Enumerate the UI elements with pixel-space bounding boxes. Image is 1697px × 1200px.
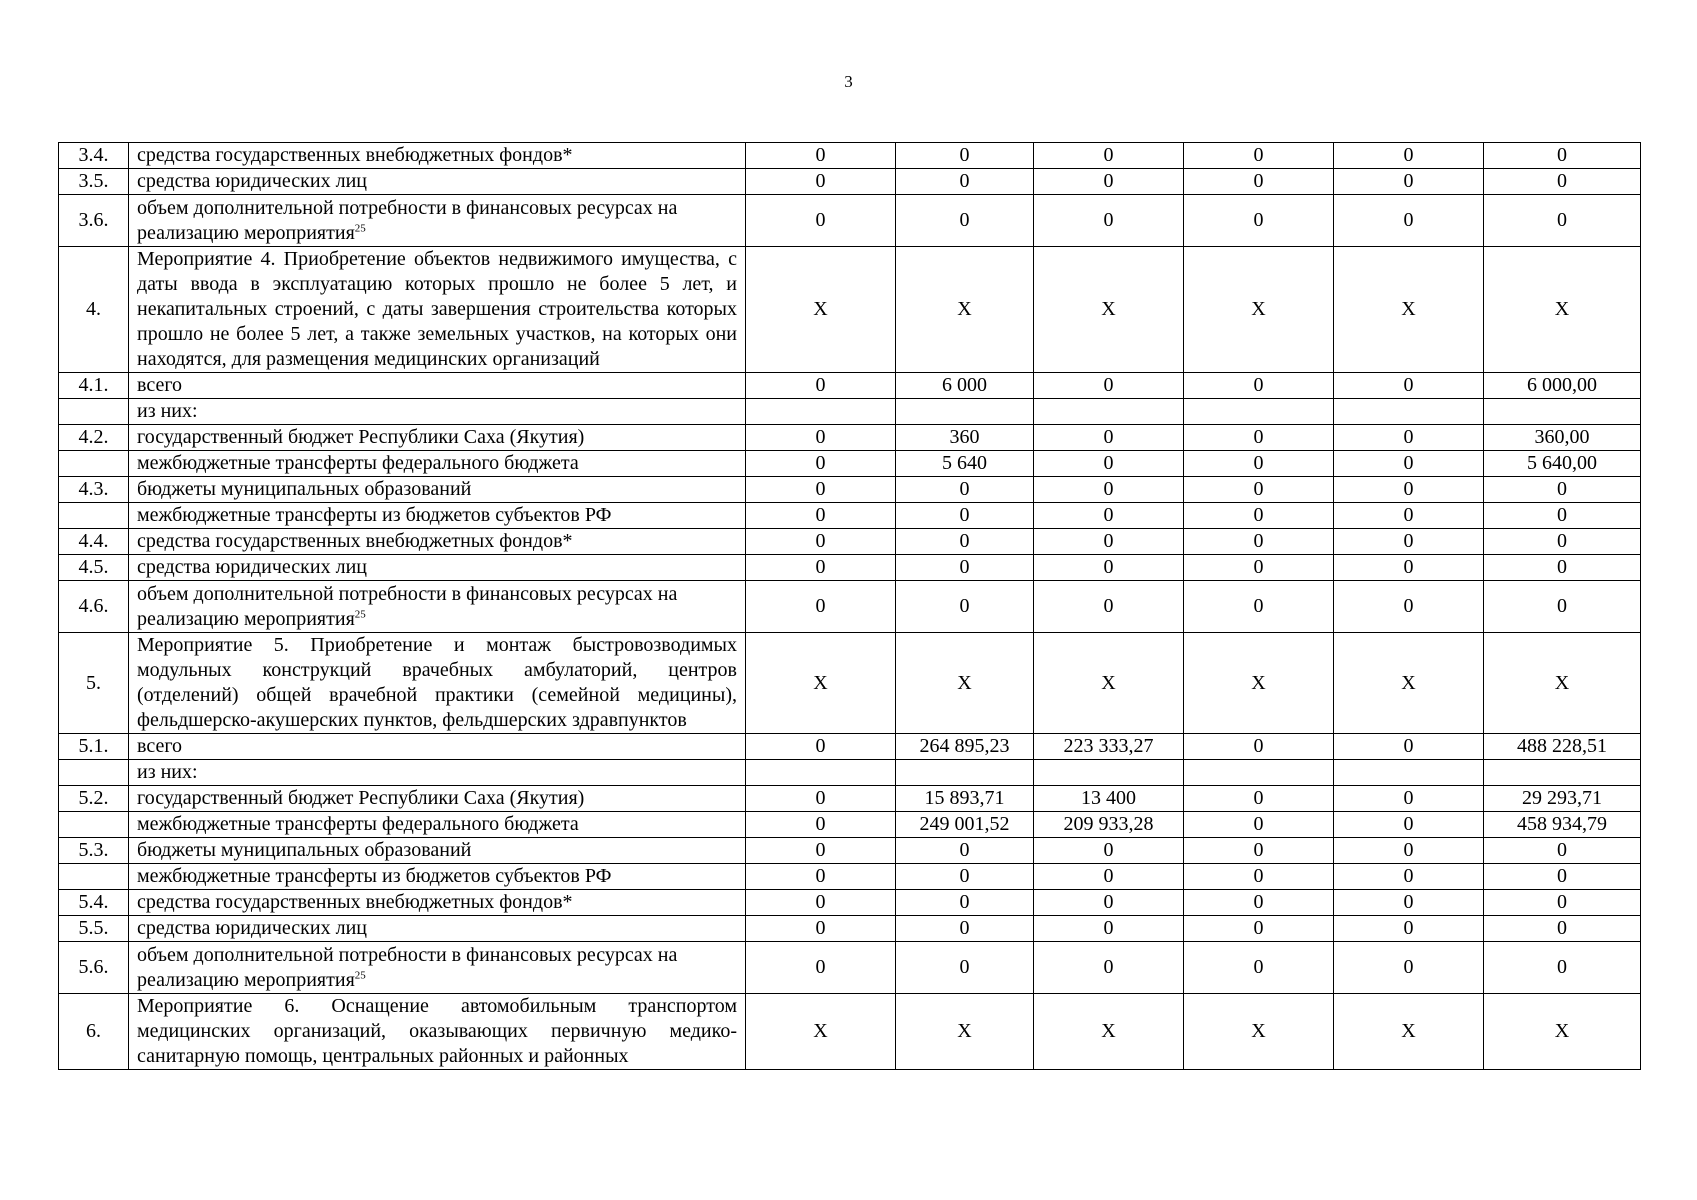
row-number: 5.3. xyxy=(59,838,129,864)
value-cell: 0 xyxy=(1184,169,1334,195)
financing-table xyxy=(58,142,1641,1070)
value-cell: 0 xyxy=(1334,169,1484,195)
row-label xyxy=(129,581,746,633)
value-cell: X xyxy=(1184,247,1334,373)
value-cell: 0 xyxy=(1484,143,1641,169)
value-cell: 0 xyxy=(1184,890,1334,916)
value-cell: 0 xyxy=(746,451,896,477)
table-row xyxy=(59,195,1641,247)
value-cell: 0 xyxy=(1184,143,1334,169)
value-cell: 15 893,71 xyxy=(896,786,1034,812)
row-number: 4.1. xyxy=(59,373,129,399)
value-cell: 0 xyxy=(1184,838,1334,864)
value-cell: 0 xyxy=(1184,916,1334,942)
value-cell: 0 xyxy=(746,555,896,581)
value-cell: 0 xyxy=(1484,169,1641,195)
value-cell: 0 xyxy=(896,555,1034,581)
value-cell: 0 xyxy=(1484,555,1641,581)
row-label xyxy=(129,195,746,247)
value-cell xyxy=(896,399,1034,425)
row-label: из них: xyxy=(129,760,746,786)
value-cell xyxy=(746,760,896,786)
value-cell: 0 xyxy=(1334,451,1484,477)
value-cell: 0 xyxy=(1034,555,1184,581)
value-cell: 0 xyxy=(1034,890,1184,916)
value-cell: 0 xyxy=(1184,529,1334,555)
footnote-ref: 25 xyxy=(354,221,366,234)
row-label-text: объем дополнительной потребности в финансовых ресурсах на реализацию мероприятия xyxy=(137,943,678,991)
value-cell xyxy=(1484,760,1641,786)
value-cell: 360,00 xyxy=(1484,425,1641,451)
row-number: 5.4. xyxy=(59,890,129,916)
page-number: 3 xyxy=(844,72,853,91)
value-cell: X xyxy=(1484,633,1641,734)
value-cell: 0 xyxy=(1034,503,1184,529)
table-row xyxy=(59,734,1641,760)
row-label-text: объем дополнительной потребности в финансовых ресурсах на реализацию мероприятия xyxy=(137,196,678,244)
value-cell: 0 xyxy=(1334,786,1484,812)
value-cell: 0 xyxy=(896,477,1034,503)
row-label: бюджеты муниципальных образований xyxy=(129,477,746,503)
table-row xyxy=(59,169,1641,195)
value-cell: 0 xyxy=(1484,916,1641,942)
row-label: государственный бюджет Республики Саха (Якутия) xyxy=(129,425,746,451)
row-number: 4. xyxy=(59,247,129,373)
value-cell: X xyxy=(896,633,1034,734)
value-cell: X xyxy=(896,994,1034,1070)
value-cell: 0 xyxy=(1484,838,1641,864)
value-cell: 0 xyxy=(1184,425,1334,451)
row-number: 4.5. xyxy=(59,555,129,581)
row-number: 4.2. xyxy=(59,425,129,451)
value-cell: 0 xyxy=(1484,942,1641,994)
value-cell: 0 xyxy=(1034,373,1184,399)
footnote-ref: 25 xyxy=(354,968,366,981)
value-cell: 0 xyxy=(1334,503,1484,529)
value-cell: 0 xyxy=(746,838,896,864)
value-cell: 0 xyxy=(746,169,896,195)
table-row xyxy=(59,786,1641,812)
value-cell: 0 xyxy=(896,143,1034,169)
value-cell: 0 xyxy=(1184,373,1334,399)
value-cell: X xyxy=(746,633,896,734)
value-cell: 0 xyxy=(746,529,896,555)
value-cell: X xyxy=(1334,994,1484,1070)
row-label: Мероприятие 6. Оснащение автомобильным транспортом медицинских организаций, оказывающих первичную медико-санитарную помощь, центральных районных и районных xyxy=(129,994,746,1070)
row-number: 4.4. xyxy=(59,529,129,555)
value-cell: 0 xyxy=(746,890,896,916)
value-cell: 0 xyxy=(896,503,1034,529)
value-cell: 0 xyxy=(896,195,1034,247)
value-cell: 0 xyxy=(1184,503,1334,529)
table-row xyxy=(59,555,1641,581)
row-label: межбюджетные трансферты из бюджетов субъектов РФ xyxy=(129,503,746,529)
row-number: 3.5. xyxy=(59,169,129,195)
value-cell: 0 xyxy=(1034,942,1184,994)
value-cell: 488 228,51 xyxy=(1484,734,1641,760)
value-cell: 5 640 xyxy=(896,451,1034,477)
value-cell: 0 xyxy=(1034,838,1184,864)
value-cell: 29 293,71 xyxy=(1484,786,1641,812)
row-label: средства юридических лиц xyxy=(129,169,746,195)
row-number xyxy=(59,864,129,890)
value-cell: 0 xyxy=(1184,864,1334,890)
value-cell: 0 xyxy=(1334,916,1484,942)
value-cell: 0 xyxy=(1484,195,1641,247)
row-label: межбюджетные трансферты федерального бюджета xyxy=(129,451,746,477)
value-cell xyxy=(1034,399,1184,425)
value-cell: 0 xyxy=(1184,786,1334,812)
value-cell: 0 xyxy=(1034,477,1184,503)
row-number xyxy=(59,451,129,477)
row-number xyxy=(59,399,129,425)
table-row xyxy=(59,529,1641,555)
value-cell: 0 xyxy=(1334,143,1484,169)
value-cell: 0 xyxy=(896,890,1034,916)
value-cell: 0 xyxy=(1334,890,1484,916)
value-cell xyxy=(1184,760,1334,786)
value-cell: 6 000,00 xyxy=(1484,373,1641,399)
value-cell: 0 xyxy=(746,143,896,169)
table-row xyxy=(59,994,1641,1070)
row-label: Мероприятие 5. Приобретение и монтаж быстровозводимых модульных конструкций врачебных амбулаторий, центров (отделений) общей врачебной практики (семейной медицины), фельдшерско-акушерских пунктов, фельдшерских здравпунктов xyxy=(129,633,746,734)
table-row xyxy=(59,399,1641,425)
value-cell: 0 xyxy=(1334,864,1484,890)
table-row xyxy=(59,143,1641,169)
row-number xyxy=(59,503,129,529)
value-cell: 0 xyxy=(1334,195,1484,247)
table-row xyxy=(59,425,1641,451)
table-row xyxy=(59,838,1641,864)
table-row xyxy=(59,247,1641,373)
value-cell: 209 933,28 xyxy=(1034,812,1184,838)
value-cell: 0 xyxy=(1184,581,1334,633)
value-cell: 0 xyxy=(1484,529,1641,555)
value-cell xyxy=(896,760,1034,786)
value-cell: 360 xyxy=(896,425,1034,451)
row-label: средства государственных внебюджетных фондов* xyxy=(129,143,746,169)
value-cell: 0 xyxy=(1334,838,1484,864)
value-cell: 0 xyxy=(896,838,1034,864)
table-row xyxy=(59,451,1641,477)
row-label: средства юридических лиц xyxy=(129,916,746,942)
row-number: 3.6. xyxy=(59,195,129,247)
value-cell: 0 xyxy=(746,195,896,247)
row-number xyxy=(59,812,129,838)
row-number: 5.1. xyxy=(59,734,129,760)
table-row xyxy=(59,581,1641,633)
value-cell: 0 xyxy=(1034,451,1184,477)
value-cell: 0 xyxy=(1334,555,1484,581)
value-cell: X xyxy=(1484,247,1641,373)
value-cell: 0 xyxy=(1034,916,1184,942)
value-cell: 0 xyxy=(1184,477,1334,503)
table-row xyxy=(59,633,1641,734)
value-cell: 0 xyxy=(1484,581,1641,633)
value-cell: 0 xyxy=(746,812,896,838)
value-cell: 0 xyxy=(1484,890,1641,916)
value-cell: 0 xyxy=(1484,503,1641,529)
value-cell: 0 xyxy=(1034,581,1184,633)
value-cell: 0 xyxy=(746,503,896,529)
value-cell: 0 xyxy=(1184,555,1334,581)
table-row xyxy=(59,760,1641,786)
row-label: межбюджетные трансферты из бюджетов субъектов РФ xyxy=(129,864,746,890)
value-cell xyxy=(1484,399,1641,425)
row-label: государственный бюджет Республики Саха (Якутия) xyxy=(129,786,746,812)
table-row xyxy=(59,890,1641,916)
value-cell: 13 400 xyxy=(1034,786,1184,812)
value-cell: 0 xyxy=(746,373,896,399)
value-cell: 0 xyxy=(1184,734,1334,760)
row-label: всего xyxy=(129,373,746,399)
row-number: 4.3. xyxy=(59,477,129,503)
value-cell xyxy=(1184,399,1334,425)
row-label: всего xyxy=(129,734,746,760)
value-cell: 0 xyxy=(1334,942,1484,994)
value-cell: 0 xyxy=(1484,477,1641,503)
value-cell: 0 xyxy=(1034,864,1184,890)
value-cell: 0 xyxy=(746,425,896,451)
value-cell: 0 xyxy=(1334,425,1484,451)
row-number xyxy=(59,760,129,786)
value-cell: 0 xyxy=(746,864,896,890)
row-number: 5.2. xyxy=(59,786,129,812)
value-cell: X xyxy=(896,247,1034,373)
row-label-text: объем дополнительной потребности в финансовых ресурсах на реализацию мероприятия xyxy=(137,582,678,630)
value-cell xyxy=(746,399,896,425)
value-cell: 0 xyxy=(1334,373,1484,399)
value-cell: 0 xyxy=(746,734,896,760)
row-label xyxy=(129,942,746,994)
value-cell: 0 xyxy=(896,916,1034,942)
value-cell: 0 xyxy=(896,581,1034,633)
row-label: межбюджетные трансферты федерального бюджета xyxy=(129,812,746,838)
row-number: 4.6. xyxy=(59,581,129,633)
row-label: средства государственных внебюджетных фондов* xyxy=(129,890,746,916)
value-cell: 0 xyxy=(1184,451,1334,477)
value-cell: 0 xyxy=(746,916,896,942)
value-cell: 0 xyxy=(746,786,896,812)
footnote-ref: 25 xyxy=(354,607,366,620)
table-row xyxy=(59,812,1641,838)
value-cell: X xyxy=(1034,633,1184,734)
row-label: Мероприятие 4. Приобретение объектов недвижимого имущества, с даты ввода в эксплуатацию которых прошло не более 5 лет, и некапитальных строений, с даты завершения строительства которых прошло не более 5 лет, а также земельных участков, на которых они находятся, для размещения медицинских организаций xyxy=(129,247,746,373)
value-cell: X xyxy=(1034,994,1184,1070)
value-cell: 0 xyxy=(1334,812,1484,838)
value-cell: 264 895,23 xyxy=(896,734,1034,760)
table-row xyxy=(59,503,1641,529)
row-number: 3.4. xyxy=(59,143,129,169)
value-cell: 0 xyxy=(896,864,1034,890)
value-cell: 5 640,00 xyxy=(1484,451,1641,477)
value-cell: X xyxy=(1184,994,1334,1070)
value-cell: 0 xyxy=(1184,812,1334,838)
value-cell: 0 xyxy=(746,581,896,633)
value-cell: 0 xyxy=(1034,169,1184,195)
value-cell: 0 xyxy=(896,942,1034,994)
value-cell: 0 xyxy=(1184,942,1334,994)
row-number: 6. xyxy=(59,994,129,1070)
value-cell: 0 xyxy=(1334,529,1484,555)
table-row xyxy=(59,373,1641,399)
value-cell: X xyxy=(1484,994,1641,1070)
row-label: средства юридических лиц xyxy=(129,555,746,581)
table-row xyxy=(59,477,1641,503)
table-row xyxy=(59,864,1641,890)
value-cell: 0 xyxy=(1034,425,1184,451)
value-cell: X xyxy=(1034,247,1184,373)
row-number: 5.6. xyxy=(59,942,129,994)
value-cell: 0 xyxy=(1334,477,1484,503)
value-cell: 458 934,79 xyxy=(1484,812,1641,838)
value-cell: X xyxy=(1334,247,1484,373)
value-cell: 0 xyxy=(1334,734,1484,760)
table-row xyxy=(59,916,1641,942)
value-cell: 0 xyxy=(746,942,896,994)
value-cell: 0 xyxy=(1334,581,1484,633)
value-cell: 249 001,52 xyxy=(896,812,1034,838)
row-number: 5. xyxy=(59,633,129,734)
row-label: из них: xyxy=(129,399,746,425)
value-cell: X xyxy=(746,994,896,1070)
value-cell: 0 xyxy=(1034,195,1184,247)
value-cell xyxy=(1334,760,1484,786)
value-cell: 0 xyxy=(1034,529,1184,555)
row-label: бюджеты муниципальных образований xyxy=(129,838,746,864)
value-cell: 6 000 xyxy=(896,373,1034,399)
value-cell: X xyxy=(746,247,896,373)
value-cell: 0 xyxy=(896,169,1034,195)
value-cell: 0 xyxy=(896,529,1034,555)
value-cell: X xyxy=(1184,633,1334,734)
value-cell: 0 xyxy=(746,477,896,503)
value-cell: 0 xyxy=(1184,195,1334,247)
value-cell xyxy=(1034,760,1184,786)
row-number: 5.5. xyxy=(59,916,129,942)
value-cell xyxy=(1334,399,1484,425)
row-label: средства государственных внебюджетных фондов* xyxy=(129,529,746,555)
value-cell: X xyxy=(1334,633,1484,734)
value-cell: 0 xyxy=(1034,143,1184,169)
value-cell: 0 xyxy=(1484,864,1641,890)
table-row xyxy=(59,942,1641,994)
value-cell: 223 333,27 xyxy=(1034,734,1184,760)
